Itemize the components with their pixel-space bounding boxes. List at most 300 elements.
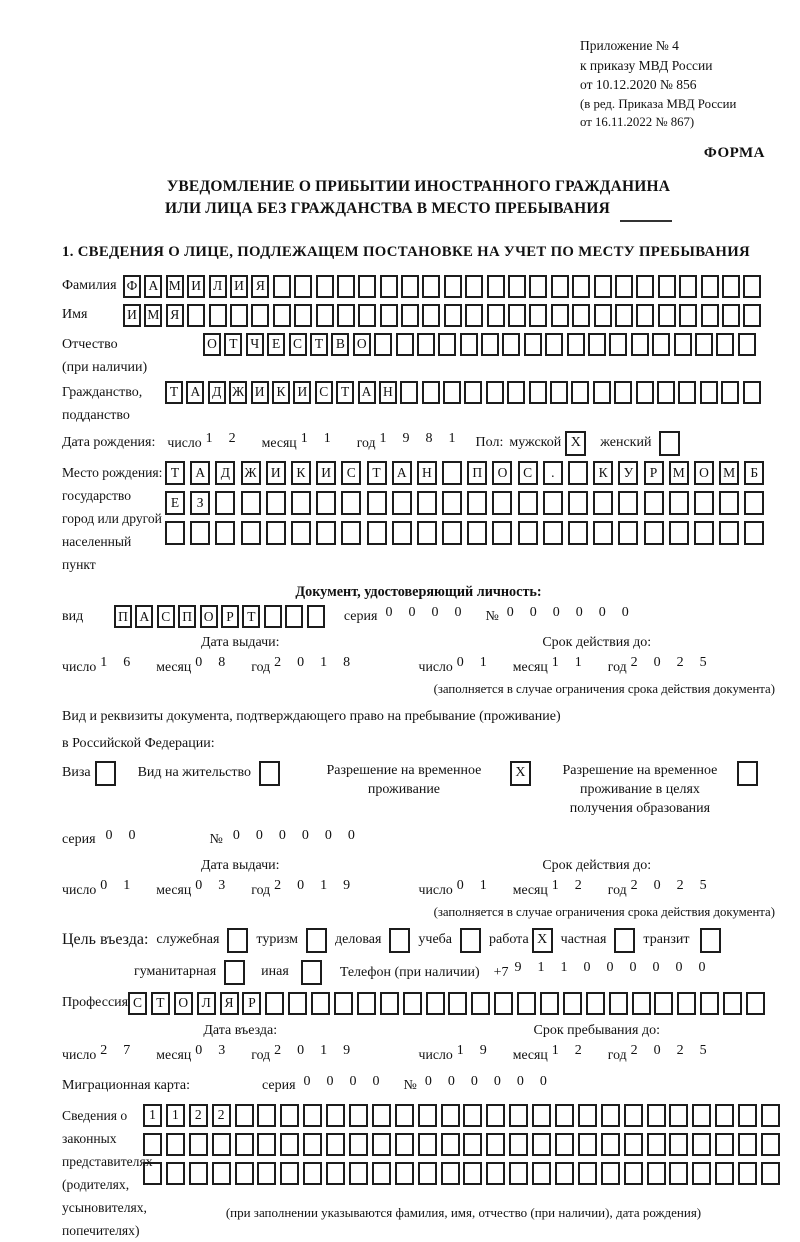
char-box[interactable] [701,275,719,298]
char-box[interactable]: 0 [347,827,355,843]
char-box[interactable]: В [331,333,349,356]
char-box[interactable] [669,1104,688,1127]
char-box[interactable] [187,304,205,327]
char-box[interactable]: 0 [583,960,591,975]
char-box[interactable]: Ж [229,381,247,404]
char-box[interactable] [392,491,412,515]
char-box[interactable]: 0 [232,827,240,843]
char-box[interactable] [551,275,569,298]
char-box[interactable]: 0 [303,1073,311,1089]
char-box[interactable]: О [203,333,221,356]
char-box[interactable] [594,275,612,298]
char-box[interactable]: К [272,381,290,404]
char-box[interactable] [303,1133,322,1156]
char-box[interactable] [632,1074,651,1098]
char-box[interactable]: 9 [479,1042,487,1058]
char-box[interactable] [624,1104,643,1127]
char-box[interactable]: Ф [123,275,141,298]
char-box[interactable] [426,992,445,1015]
char-box[interactable] [743,304,761,327]
char-box[interactable] [572,304,590,327]
char-box[interactable] [545,333,563,356]
char-box[interactable]: Н [417,461,437,485]
char-box[interactable] [652,333,670,356]
char-box[interactable] [460,333,478,356]
char-box[interactable] [257,1104,276,1127]
char-box[interactable]: 0 [128,827,136,843]
char-box[interactable] [744,491,764,515]
char-box[interactable] [509,1133,528,1156]
char-box[interactable]: 1 [479,877,487,893]
char-box[interactable]: 5 [699,877,707,893]
char-box[interactable]: Т [151,992,170,1015]
char-box[interactable] [645,605,664,629]
char-box[interactable]: И [293,381,311,404]
char-box[interactable] [358,304,376,327]
char-box[interactable]: 0 [385,604,393,620]
char-box[interactable]: С [157,605,175,628]
char-box[interactable]: 2 [574,877,582,893]
char-box[interactable] [715,1104,734,1127]
char-box[interactable]: 0 [297,877,305,893]
char-box[interactable]: 5 [699,654,707,670]
char-box[interactable]: 0 [297,654,305,670]
char-box[interactable]: 3 [218,877,226,893]
char-box[interactable] [715,1133,734,1156]
char-box[interactable]: 5 [699,1042,707,1058]
char-box[interactable]: М [719,461,739,485]
char-box[interactable] [422,304,440,327]
char-box[interactable]: 0 [470,1073,478,1089]
char-box[interactable] [695,333,713,356]
char-box[interactable] [647,1133,666,1156]
char-box[interactable] [316,275,334,298]
char-box[interactable] [677,992,696,1015]
purpose-humanitarian-checkbox[interactable] [224,960,245,985]
char-box[interactable] [341,491,361,515]
char-box[interactable] [492,491,512,515]
char-box[interactable] [563,992,582,1015]
char-box[interactable]: Е [165,491,185,515]
char-box[interactable] [380,304,398,327]
char-box[interactable] [175,828,194,852]
char-box[interactable]: 0 [372,1073,380,1089]
char-box[interactable]: 0 [326,1073,334,1089]
char-box[interactable] [316,304,334,327]
char-box[interactable] [303,1104,322,1127]
char-box[interactable]: 2 [189,1104,208,1127]
char-box[interactable] [743,275,761,298]
char-box[interactable] [442,461,462,485]
char-box[interactable] [280,1104,299,1127]
char-box[interactable]: Я [166,304,184,327]
visa-checkbox[interactable] [95,761,116,786]
char-box[interactable] [593,491,613,515]
char-box[interactable]: Л [209,275,227,298]
sex-female-checkbox[interactable] [659,431,680,456]
char-box[interactable]: Я [251,275,269,298]
sex-male-checkbox[interactable]: X [565,431,586,456]
char-box[interactable] [654,992,673,1015]
char-box[interactable] [467,491,487,515]
char-box[interactable]: 1 [537,960,545,975]
char-box[interactable]: 0 [575,604,583,620]
char-box[interactable] [715,1162,734,1185]
char-box[interactable] [471,992,490,1015]
char-box[interactable]: Т [336,381,354,404]
char-box[interactable] [486,1133,505,1156]
char-box[interactable] [655,1074,674,1098]
char-box[interactable] [529,304,547,327]
char-box[interactable] [722,960,741,984]
char-box[interactable] [257,1133,276,1156]
char-box[interactable] [658,275,676,298]
char-box[interactable]: 2 [630,877,638,893]
char-box[interactable] [316,491,336,515]
char-box[interactable]: О [353,333,371,356]
char-box[interactable] [669,1133,688,1156]
char-box[interactable]: 1 [379,431,387,446]
purpose-business-checkbox[interactable] [389,928,410,953]
char-box[interactable]: 1 [205,431,213,446]
char-box[interactable] [722,304,740,327]
char-box[interactable] [586,992,605,1015]
char-box[interactable] [487,304,505,327]
char-box[interactable] [568,461,588,485]
char-box[interactable] [166,1133,185,1156]
char-box[interactable] [658,304,676,327]
char-box[interactable]: И [123,304,141,327]
char-box[interactable] [265,992,284,1015]
char-box[interactable] [669,1162,688,1185]
char-box[interactable]: 8 [343,654,351,670]
char-box[interactable]: И [316,461,336,485]
char-box[interactable] [761,1133,780,1156]
char-box[interactable] [395,1162,414,1185]
char-box[interactable] [241,491,261,515]
char-box[interactable] [692,1104,711,1127]
char-box[interactable] [694,491,714,515]
char-box[interactable] [401,304,419,327]
char-box[interactable] [719,521,739,545]
char-box[interactable] [572,275,590,298]
char-box[interactable]: 1 [100,654,108,670]
char-box[interactable]: 0 [598,604,606,620]
char-box[interactable] [235,1133,254,1156]
char-box[interactable] [143,1133,162,1156]
char-box[interactable]: А [144,275,162,298]
char-box[interactable]: 2 [274,877,282,893]
char-box[interactable]: И [187,275,205,298]
char-box[interactable] [441,1104,460,1127]
char-box[interactable]: 1 [320,877,328,893]
char-box[interactable] [624,1162,643,1185]
char-box[interactable]: 0 [621,604,629,620]
char-box[interactable]: Ж [241,461,261,485]
char-box[interactable] [761,1162,780,1185]
char-box[interactable]: 2 [630,1042,638,1058]
char-box[interactable]: 2 [274,1042,282,1058]
char-box[interactable] [152,828,171,852]
char-box[interactable]: 7 [123,1042,131,1058]
char-box[interactable] [509,828,528,852]
char-box[interactable] [678,381,696,404]
char-box[interactable]: Б [744,461,764,485]
char-box[interactable] [464,381,482,404]
char-box[interactable] [644,491,664,515]
char-box[interactable]: О [174,992,193,1015]
char-box[interactable] [465,304,483,327]
char-box[interactable]: А [358,381,376,404]
char-box[interactable]: М [144,304,162,327]
char-box[interactable] [235,1162,254,1185]
char-box[interactable]: 0 [516,1073,524,1089]
char-box[interactable]: 0 [552,604,560,620]
char-box[interactable]: 0 [629,960,637,975]
char-box[interactable]: С [128,992,147,1015]
char-box[interactable] [307,605,325,628]
char-box[interactable] [288,992,307,1015]
temporary-residence-checkbox[interactable]: X [510,761,531,786]
char-box[interactable]: 0 [539,1073,547,1089]
char-box[interactable] [714,605,733,629]
char-box[interactable] [422,381,440,404]
char-box[interactable] [463,1104,482,1127]
char-box[interactable] [438,333,456,356]
char-box[interactable] [417,521,437,545]
char-box[interactable]: Р [242,992,261,1015]
char-box[interactable] [372,1133,391,1156]
char-box[interactable]: 2 [100,1042,108,1058]
char-box[interactable] [467,521,487,545]
purpose-work-checkbox[interactable]: X [532,928,553,953]
char-box[interactable]: 0 [454,604,462,620]
char-box[interactable] [465,275,483,298]
char-box[interactable]: И [230,275,248,298]
char-box[interactable]: П [467,461,487,485]
char-box[interactable]: 1 [320,654,328,670]
char-box[interactable] [700,992,719,1015]
char-box[interactable] [543,491,563,515]
char-box[interactable]: И [266,461,286,485]
char-box[interactable] [644,521,664,545]
char-box[interactable] [486,1162,505,1185]
char-box[interactable] [674,333,692,356]
char-box[interactable] [524,333,542,356]
char-box[interactable] [440,828,459,852]
char-box[interactable] [636,304,654,327]
char-box[interactable] [738,1104,757,1127]
char-box[interactable] [719,491,739,515]
char-box[interactable] [743,381,761,404]
char-box[interactable] [716,333,734,356]
char-box[interactable]: 0 [506,604,514,620]
char-box[interactable]: А [190,461,210,485]
char-box[interactable] [337,275,355,298]
char-box[interactable] [692,1133,711,1156]
char-box[interactable]: Р [644,461,664,485]
purpose-study-checkbox[interactable] [460,928,481,953]
char-box[interactable]: Т [310,333,328,356]
char-box[interactable]: А [135,605,153,628]
char-box[interactable] [395,1104,414,1127]
char-box[interactable]: 0 [424,1073,432,1089]
char-box[interactable] [509,1162,528,1185]
char-box[interactable]: 0 [195,654,203,670]
char-box[interactable]: 1 [123,877,131,893]
char-box[interactable] [532,1162,551,1185]
char-box[interactable] [551,304,569,327]
char-box[interactable]: 0 [698,960,706,975]
char-box[interactable] [444,304,462,327]
char-box[interactable]: 2 [676,877,684,893]
char-box[interactable] [215,491,235,515]
char-box[interactable] [190,521,210,545]
char-box[interactable]: С [289,333,307,356]
char-box[interactable]: 0 [431,604,439,620]
char-box[interactable] [418,1104,437,1127]
char-box[interactable] [401,275,419,298]
char-box[interactable]: 0 [653,877,661,893]
char-box[interactable] [264,605,282,628]
char-box[interactable]: 0 [349,1073,357,1089]
char-box[interactable]: Я [220,992,239,1015]
purpose-private-checkbox[interactable] [614,928,635,953]
char-box[interactable] [441,1133,460,1156]
char-box[interactable] [251,304,269,327]
char-box[interactable]: 1 [551,654,559,670]
char-box[interactable] [746,992,765,1015]
char-box[interactable]: 1 [448,431,456,446]
char-box[interactable]: 0 [408,604,416,620]
char-box[interactable] [701,304,719,327]
char-box[interactable] [636,275,654,298]
char-box[interactable]: Д [208,381,226,404]
char-box[interactable] [555,1162,574,1185]
char-box[interactable]: К [291,461,311,485]
char-box[interactable] [508,304,526,327]
char-box[interactable]: 0 [195,877,203,893]
char-box[interactable] [529,381,547,404]
char-box[interactable] [463,1162,482,1185]
char-box[interactable] [624,1133,643,1156]
char-box[interactable]: 2 [574,1042,582,1058]
char-box[interactable] [442,491,462,515]
char-box[interactable]: Р [221,605,239,628]
char-box[interactable]: М [669,461,689,485]
char-box[interactable]: О [492,461,512,485]
char-box[interactable] [601,1162,620,1185]
char-box[interactable]: 0 [195,1042,203,1058]
char-box[interactable]: 1 [323,431,331,446]
char-box[interactable] [235,1104,254,1127]
char-box[interactable] [691,605,710,629]
char-box[interactable]: 2 [676,1042,684,1058]
char-box[interactable] [609,1074,628,1098]
char-box[interactable] [443,381,461,404]
char-box[interactable]: 0 [529,604,537,620]
char-box[interactable] [357,992,376,1015]
char-box[interactable] [448,992,467,1015]
char-box[interactable] [615,275,633,298]
char-box[interactable] [593,381,611,404]
char-box[interactable] [578,1133,597,1156]
education-residence-checkbox[interactable] [737,761,758,786]
char-box[interactable]: Н [379,381,397,404]
char-box[interactable]: 1 [166,1104,185,1127]
char-box[interactable]: Т [165,461,185,485]
char-box[interactable] [189,1162,208,1185]
char-box[interactable]: П [178,605,196,628]
char-box[interactable] [291,521,311,545]
char-box[interactable]: У [618,461,638,485]
char-box[interactable] [392,521,412,545]
char-box[interactable] [722,275,740,298]
char-box[interactable] [555,1133,574,1156]
char-box[interactable]: А [186,381,204,404]
char-box[interactable] [367,491,387,515]
char-box[interactable] [615,304,633,327]
char-box[interactable] [669,521,689,545]
char-box[interactable] [463,828,482,852]
char-box[interactable] [394,828,413,852]
char-box[interactable] [372,1104,391,1127]
char-box[interactable] [212,1162,231,1185]
char-box[interactable] [266,491,286,515]
char-box[interactable] [700,381,718,404]
char-box[interactable]: 1 [300,431,308,446]
char-box[interactable]: 8 [425,431,433,446]
char-box[interactable] [601,1104,620,1127]
char-box[interactable] [486,828,505,852]
char-box[interactable] [494,992,513,1015]
char-box[interactable] [371,828,390,852]
char-box[interactable]: 0 [105,827,113,843]
char-box[interactable] [215,521,235,545]
char-box[interactable] [723,992,742,1015]
char-box[interactable] [266,521,286,545]
char-box[interactable]: Т [242,605,260,628]
char-box[interactable] [463,1133,482,1156]
char-box[interactable] [492,521,512,545]
char-box[interactable] [396,333,414,356]
char-box[interactable]: 1 [320,1042,328,1058]
char-box[interactable]: Т [224,333,242,356]
char-box[interactable]: 0 [456,654,464,670]
purpose-tourism-checkbox[interactable] [306,928,327,953]
char-box[interactable]: 1 [560,960,568,975]
char-box[interactable]: Е [267,333,285,356]
char-box[interactable] [241,521,261,545]
char-box[interactable]: А [392,461,412,485]
char-box[interactable] [374,333,392,356]
char-box[interactable] [578,1162,597,1185]
char-box[interactable] [532,828,551,852]
char-box[interactable] [609,992,628,1015]
char-box[interactable] [540,992,559,1015]
char-box[interactable]: 1 [456,1042,464,1058]
char-box[interactable] [422,275,440,298]
char-box[interactable] [230,304,248,327]
char-box[interactable] [618,491,638,515]
char-box[interactable] [668,605,687,629]
char-box[interactable] [618,521,638,545]
char-box[interactable]: 0 [324,827,332,843]
char-box[interactable] [486,381,504,404]
char-box[interactable] [647,1162,666,1185]
char-box[interactable] [316,521,336,545]
char-box[interactable] [588,333,606,356]
